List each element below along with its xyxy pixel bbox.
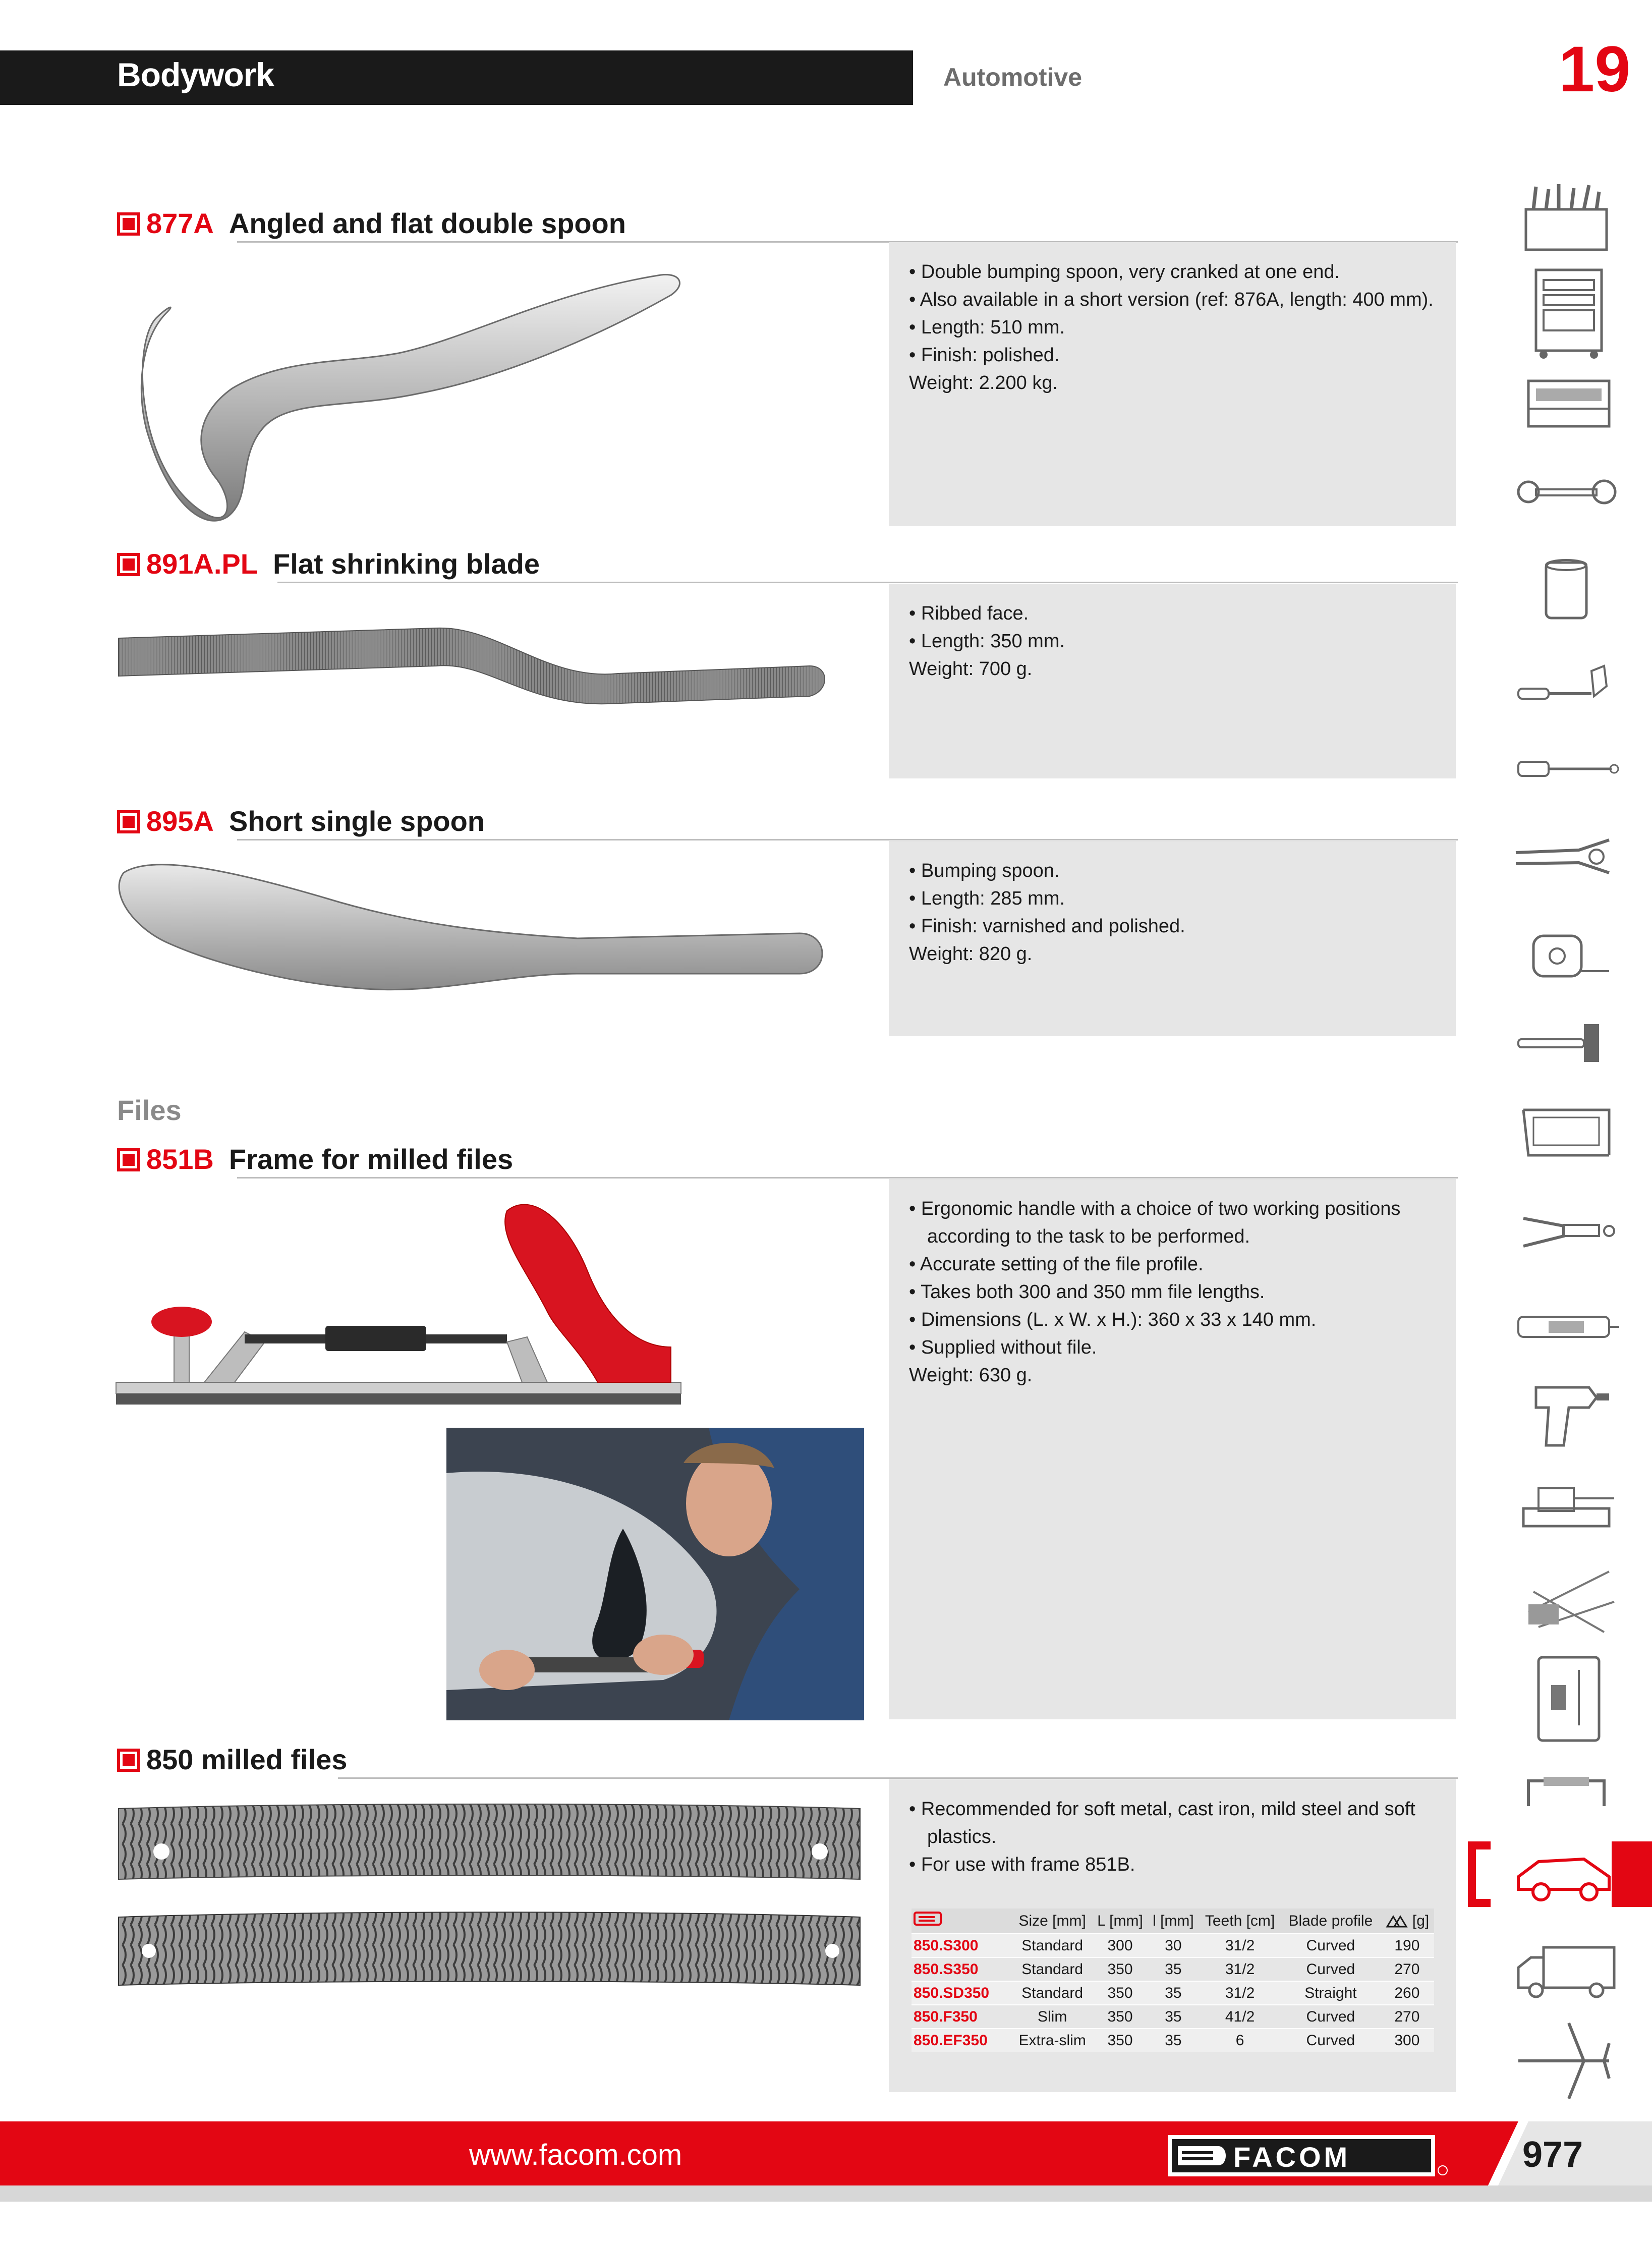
table-cell: 35 [1148,1957,1199,1981]
footer-url[interactable]: www.facom.com [469,2139,682,2171]
table-cell: 31/2 [1199,1957,1281,1981]
workshop-photo [446,1428,864,1720]
info-line: • Ergonomic handle with a choice of two working positions [909,1198,1401,1219]
table-cell: 850.F350 [912,2005,1012,2029]
truck-icon[interactable] [1508,1937,1624,2003]
info-line: • Finish: polished. [909,345,1060,366]
info-line: • Double bumping spoon, very cranked at one end. [909,261,1340,283]
info-line: • Length: 285 mm. [909,888,1065,909]
section-marker-icon [117,212,140,236]
table-cell: 35 [1148,1981,1199,2005]
inspection-lamp-icon[interactable] [1508,1766,1624,1816]
table-cell: Curved [1281,1934,1380,1957]
section-title-850 [117,1741,347,1776]
info-line: • Ribbed face. [909,603,1029,624]
info-line: • Accurate setting of the file profile. [909,1254,1204,1275]
chapter-number: 19 [1559,33,1631,105]
product-title: 850 milled files [146,1744,348,1775]
info-line: plastics. [927,1826,997,1847]
info-box-877a [889,242,1456,526]
single-spoon-image [113,853,830,1019]
puller-icon[interactable] [1508,1201,1624,1261]
info-line: • Takes both 300 and 350 mm file lengths. [909,1281,1265,1303]
table-cell: 190 [1380,1934,1434,1957]
tester-icon[interactable] [1508,1302,1624,1352]
product-ref: 877A [146,207,214,239]
section-title-877a [117,204,626,240]
product-ref: 851B [146,1143,214,1175]
section-rule [237,839,1458,840]
weight-unit: [g] [1412,1912,1430,1929]
info-line: • Finish: varnished and polished. [909,916,1185,937]
hacksaw-icon[interactable] [1508,1100,1624,1165]
info-line: • Length: 510 mm. [909,317,1065,338]
info-line: according to the task to be performed. [927,1226,1250,1247]
info-line: • For use with frame 851B. [909,1854,1135,1875]
table-row [912,1957,1434,1981]
vice-icon[interactable] [1508,1473,1624,1539]
socket-icon[interactable] [1508,555,1624,626]
table-row [912,2005,1434,2029]
section-marker-icon [117,810,140,833]
screwdriver-icon[interactable] [1508,752,1624,787]
product-ref: 891A.PL [146,548,258,580]
active-category-marker [1468,1841,1491,1907]
column-header: Size [mm] [1012,1909,1092,1934]
file-frame-image [113,1181,694,1418]
info-line: • Also available in a short version (ref: 876A, length: 400 mm). [909,289,1434,310]
table-cell: 30 [1148,1934,1199,1957]
section-title-891apl [117,545,540,580]
table-cell: 350 [1092,1981,1148,2005]
table-cell: Straight [1281,1981,1380,2005]
table-cell: Standard [1012,1981,1092,2005]
automotive-car-icon[interactable] [1508,1841,1624,1907]
roller-cabinet-icon[interactable] [1508,265,1624,361]
table-cell: Slim [1012,2005,1092,2029]
info-line: Weight: 820 g. [909,943,1033,965]
wrench-icon[interactable] [1508,469,1624,515]
product-title: Frame for milled files [229,1143,514,1175]
hammer-icon[interactable] [1508,1014,1624,1070]
table-row [912,1934,1434,1957]
facom-logo-text: FACOM [1233,2141,1351,2173]
table-cell: 35 [1148,2005,1199,2029]
table-cell: 270 [1380,2005,1434,2029]
info-line: Weight: 2.200 kg. [909,372,1058,394]
table-cell: 850.EF350 [912,2029,1012,2052]
table-header-row [912,1909,1434,1934]
page-title: Bodywork [117,56,274,93]
table-cell: 6 [1199,2029,1281,2052]
weight-column-header [1380,1909,1434,1934]
table-cell: 850.S300 [912,1934,1012,1957]
info-line: Weight: 630 g. [909,1365,1033,1386]
table-cell: 300 [1380,2029,1434,2052]
info-line: • Recommended for soft metal, cast iron, mild steel and soft [909,1799,1415,1820]
ref-column-header [912,1909,1012,1934]
info-line: • Supplied without file. [909,1337,1097,1358]
table-cell: 300 [1092,1934,1148,1957]
info-line: • Dimensions (L. x W. x H.): 360 x 33 x 140 mm. [909,1309,1317,1330]
active-category-tab [1612,1841,1652,1907]
column-header: L [mm] [1092,1909,1148,1934]
storage-tools-icon[interactable] [1508,179,1624,255]
impact-wrench-icon[interactable] [1508,1377,1624,1453]
safety-tools-icon[interactable] [1508,1556,1624,1642]
table-cell: 850.S350 [912,1957,1012,1981]
table-cell: 270 [1380,1957,1434,1981]
table-cell: 41/2 [1199,2005,1281,2029]
info-box-891apl [889,584,1456,778]
table-cell: 31/2 [1199,1934,1281,1957]
info-box-851b [889,1179,1456,1719]
weight-icon [1385,1915,1408,1929]
info-box-895a [889,841,1456,1036]
section-title-851b [117,1140,513,1175]
tape-measure-icon[interactable] [1508,923,1624,984]
info-line: Weight: 700 g. [909,658,1033,680]
table-cell: 35 [1148,2029,1199,2052]
table-cell: Extra-slim [1012,2029,1092,2052]
table-cell: Curved [1281,2029,1380,2052]
double-spoon-image [116,262,696,535]
files-heading: Files [117,1094,182,1126]
table-row [912,1981,1434,2005]
table-cell: Curved [1281,1957,1380,1981]
table-cell: 260 [1380,1981,1434,2005]
milled-files-image [113,1804,865,1990]
product-ref: 895A [146,805,214,837]
product-title: Angled and flat double spoon [229,207,626,239]
tool-tray-icon[interactable] [1508,373,1624,434]
table-cell: 350 [1092,2029,1148,2052]
section-title-895a [117,802,485,837]
info-line: • Bumping spoon. [909,860,1060,881]
table-cell: 850.SD350 [912,1981,1012,2005]
column-header: Blade profile [1281,1909,1380,1934]
table-cell: Curved [1281,2005,1380,2029]
info-line: • Length: 350 mm. [909,631,1065,652]
files-table [912,1909,1434,2052]
table-cell: 31/2 [1199,1981,1281,2005]
product-title: Flat shrinking blade [273,548,540,580]
table-row [912,2029,1434,2052]
table-cell: 350 [1092,2005,1148,2029]
page-subtitle: Automotive [943,63,1082,91]
column-header: Teeth [cm] [1199,1909,1281,1934]
section-marker-icon [117,553,140,576]
facom-logo [1168,2135,1450,2176]
ratchet-icon[interactable] [1508,656,1624,711]
page-number: 977 [1522,2135,1583,2175]
table-cell: Standard [1012,1957,1092,1981]
circuit-breaker-icon[interactable] [1508,1650,1624,1746]
section-rule [338,1777,1458,1779]
product-title: Short single spoon [229,805,485,837]
facom-ref-icon [914,1912,942,1926]
aircraft-icon[interactable] [1508,2013,1624,2104]
table-cell: 350 [1092,1957,1148,1981]
shrinking-blade-image [113,610,830,711]
section-rule [237,1177,1458,1179]
section-marker-icon [117,1148,140,1171]
footer-strip [0,2185,1652,2202]
section-marker-icon [117,1749,140,1772]
table-cell: Standard [1012,1934,1092,1957]
column-header: l [mm] [1148,1909,1199,1934]
pliers-icon[interactable] [1508,832,1624,883]
section-rule [277,582,1458,583]
